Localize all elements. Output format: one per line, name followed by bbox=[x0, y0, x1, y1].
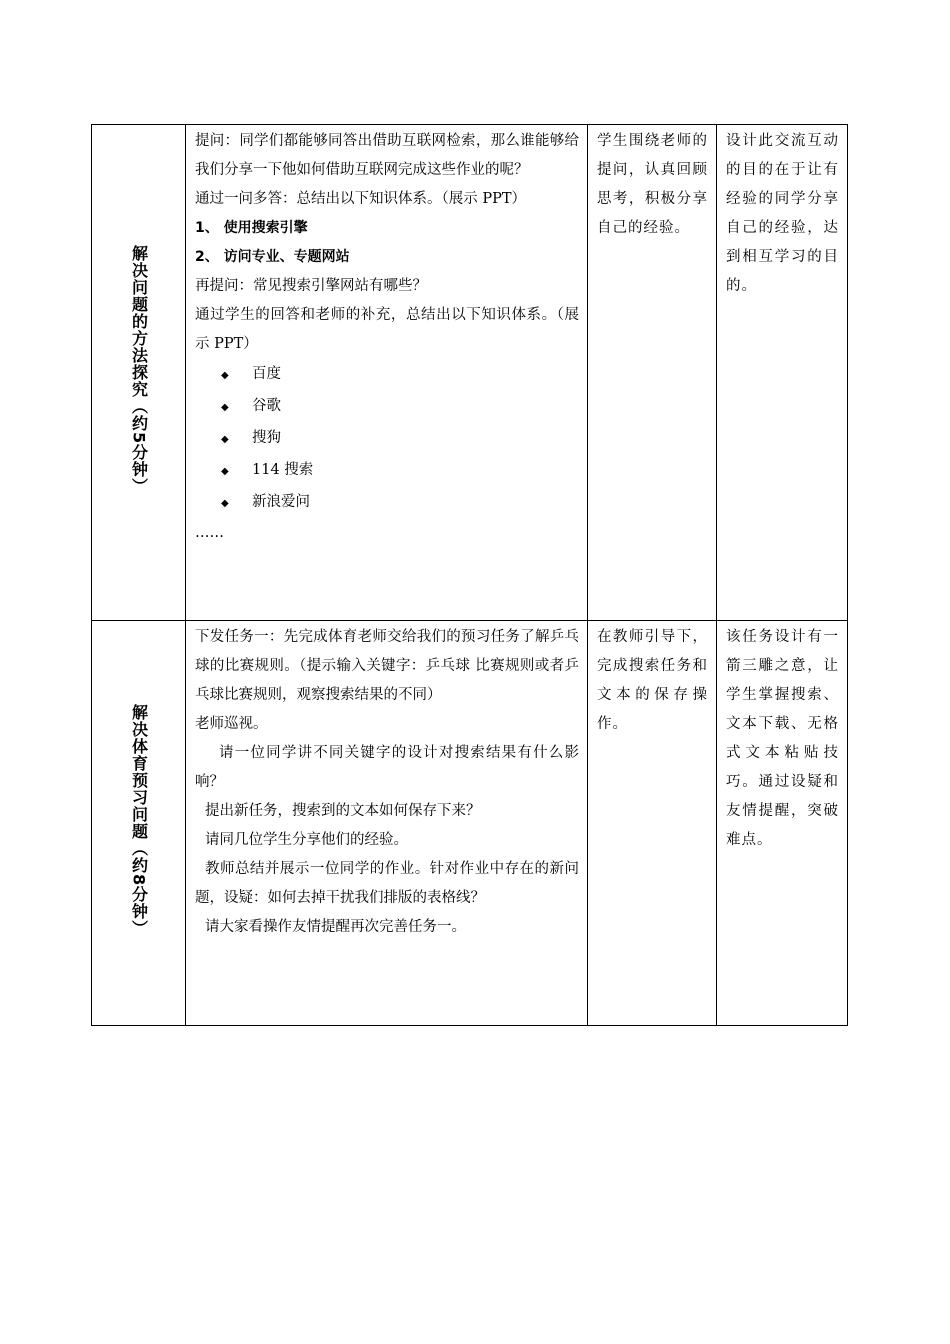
stage-title: 解决问题的方法探究（约5分钟） bbox=[129, 245, 149, 496]
stage-cell bbox=[92, 621, 186, 1026]
design-intent: 该任务设计有一箭三雕之意，让学生掌握搜索、文本下载、无格式文本粘贴技巧。通过设疑和友情提醒，突破难点。 bbox=[726, 629, 839, 848]
teacher-activity-cell bbox=[186, 125, 588, 621]
task-one: 下发任务一：先完成体育老师交给我们的预习任务了解乒乓球的比赛规则。（提示输入关键字：乒乓球 比赛规则或者乒乓球比赛规则，观察搜索结果的不同） bbox=[195, 629, 579, 703]
knowledge-point-2: 2、 访问专业、专题网站 bbox=[195, 249, 350, 265]
student-activity: 在教师引导下，完成搜索任务和文本的保存操作。 bbox=[597, 629, 708, 732]
design-intent-cell bbox=[717, 621, 848, 1026]
diamond-bullet-icon: ◆ bbox=[221, 402, 229, 413]
list-item: ◆ 搜狗 bbox=[195, 423, 579, 455]
table-row bbox=[92, 125, 848, 621]
diamond-bullet-icon: ◆ bbox=[221, 466, 229, 477]
diamond-bullet-icon: ◆ bbox=[221, 498, 229, 509]
teacher-followup-question: 再提问：常见搜索引擎网站有哪些？ bbox=[195, 278, 427, 294]
student-activity-cell bbox=[588, 125, 717, 621]
list-item: ◆ 谷歌 bbox=[195, 391, 579, 423]
teacher-conclusion: 通过学生的回答和老师的补充，总结出以下知识体系。（展示 PPT） bbox=[195, 307, 579, 352]
stage-title: 解决体育预习问题（约8分钟） bbox=[129, 704, 149, 938]
diamond-bullet-icon: ◆ bbox=[221, 434, 229, 445]
lesson-plan-table bbox=[91, 124, 848, 1026]
list-item: ◆ 114 搜索 bbox=[195, 455, 579, 487]
new-task: 提出新任务，搜索到的文本如何保存下来？ bbox=[205, 803, 481, 819]
design-intent-cell bbox=[717, 125, 848, 621]
ellipsis: …… bbox=[195, 525, 224, 541]
table-row bbox=[92, 621, 848, 1026]
design-intent: 设计此交流互动的目的在于让有经验的同学分享自己的经验，达到相互学习的目的。 bbox=[726, 133, 839, 294]
list-item: ◆ 新浪爱问 bbox=[195, 487, 579, 519]
stage-cell bbox=[92, 125, 186, 621]
knowledge-point-1: 1、 使用搜索引擎 bbox=[195, 220, 308, 236]
teacher-summary: 通过一问多答：总结出以下知识体系。（展示 PPT） bbox=[195, 191, 527, 207]
teacher-summary: 教师总结并展示一位同学的作业。针对作业中存在的新问题，设疑：如何去掉干扰我们排版的表格线？ bbox=[195, 861, 579, 906]
student-share: 请同几位学生分享他们的经验。 bbox=[205, 832, 408, 848]
teacher-question: 请一位同学讲不同关键字的设计对搜索结果有什么影响？ bbox=[195, 745, 579, 790]
teacher-question: 提问：同学们都能够同答出借助互联网检索，那么谁能够给我们分享一下他如何借助互联网完成这些作业的呢？ bbox=[195, 133, 579, 178]
student-activity: 学生围绕老师的提问，认真回顾思考，积极分享自己的经验。 bbox=[597, 133, 708, 236]
list-item: ◆ 百度 bbox=[195, 359, 579, 391]
diamond-bullet-icon: ◆ bbox=[221, 370, 229, 381]
student-activity-cell bbox=[588, 621, 717, 1026]
final-reminder: 请大家看操作友情提醒再次完善任务一。 bbox=[205, 919, 466, 935]
teacher-activity-cell bbox=[186, 621, 588, 1026]
teacher-patrol: 老师巡视。 bbox=[195, 716, 268, 732]
